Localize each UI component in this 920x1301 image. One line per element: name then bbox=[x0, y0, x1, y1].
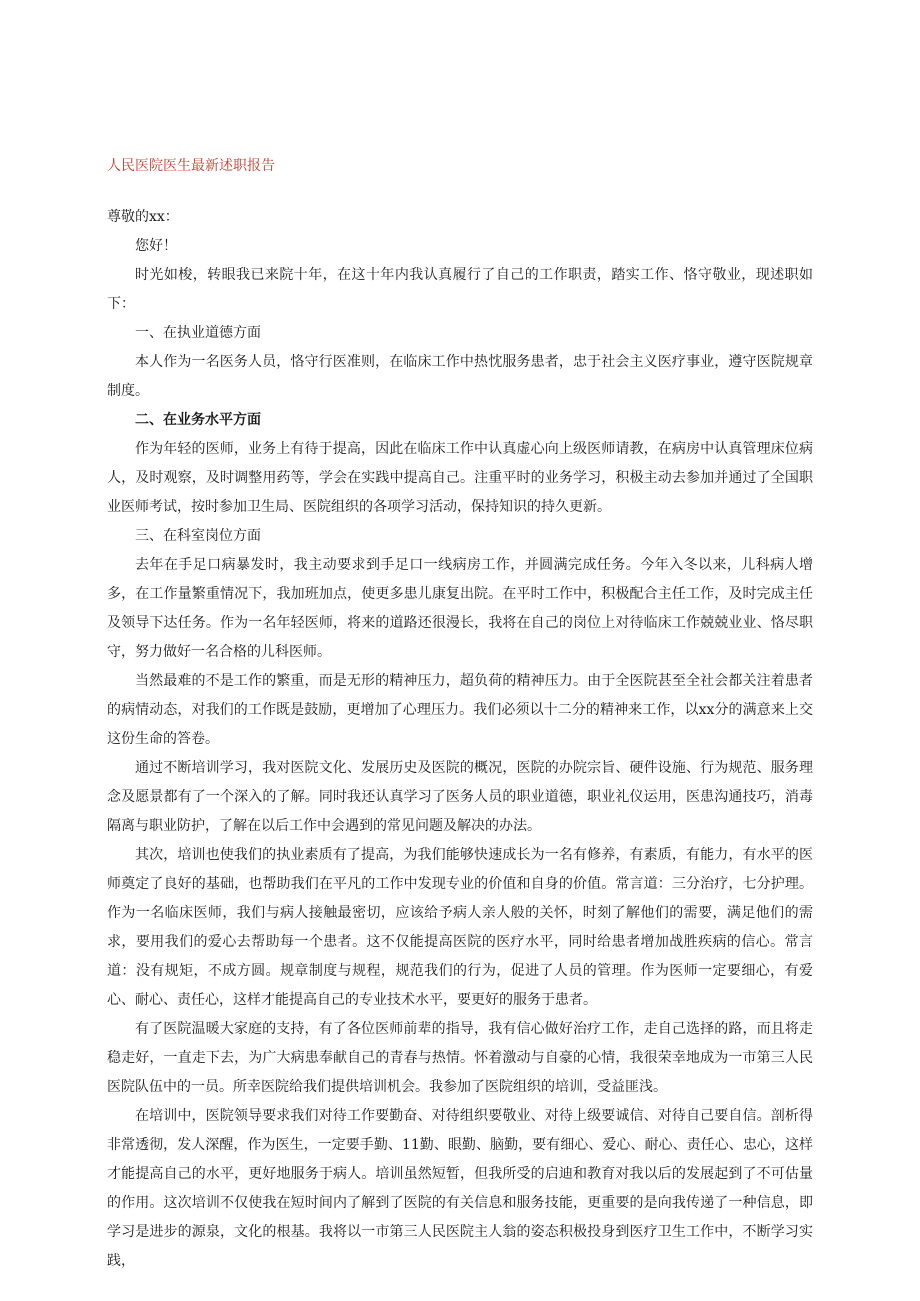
section3-paragraph-4: 其次，培训也使我们的执业素质有了提高，为我们能够快速成长为一名有修养，有素质，有能力，有水平的医师奠定了良好的基础，也帮助我们在平凡的工作中发现专业的价值和自身的价值。常言道：三分治疗，七分护理。作为一名临床医师，我们与病人接触最密切，应该给予病人亲人般的关怀，时刻了解他们的需要，满足他们的需求，要用我们的爱心去帮助每一个患者。这不仅能提高医院的医疗水平，同时给患者增加战胜疾病的信心。常言道：没有规矩，不成方圆。规章制度与规程，规范我们的行为，促进了人员的管理。作为医师一定要细心，有爱心、耐心、责任心，这样才能提高自己的专业技术水平，要更好的服务于患者。 bbox=[107, 847, 813, 1008]
section1-heading: 一、在执业道德方面 bbox=[135, 325, 261, 341]
document-body bbox=[107, 203, 813, 1276]
intro-paragraph: 时光如梭，转眼我已来院十年，在这十年内我认真履行了自己的工作职责，踏实工作、恪守敬业，现述职如下： bbox=[107, 267, 813, 312]
document-title: 人民医院医生最新述职报告 bbox=[107, 158, 275, 174]
salutation: 尊敬的xx： bbox=[107, 209, 179, 225]
section3-paragraph-6: 在培训中，医院领导要求我们对待工作要勤奋、对待组织要敬业、对待上级要诚信、对待自己要自信。剖析得非常透彻，发人深醒，作为医生，一定要手勤、11勤、眼勤、脑勤，要有细心、爱心、耐心、责任心、忠心，这样才能提高自己的水平，更好地服务于病人。培训虽然短暂，但我所受的启迪和教育对我以后的发展起到了不可估量的作用。这次培训不仅使我在短时间内了解到了医院的有关信息和服务技能，更重要的是向我传递了一种信息，即学习是进步的源泉，文化的根基。我将以一市第三人民医院主人翁的姿态积极投身到医疗卫生工作中，不断学习实践， bbox=[107, 1108, 813, 1269]
section3-paragraph-1: 去年在手足口病暴发时，我主动要求到手足口一线病房工作，并圆满完成任务。今年入冬以来，儿科病人增多，在工作量繁重情况下，我加班加点，使更多患儿康复出院。在平时工作中，积极配合主任工作，及时完成主任及领导下达任务。作为一名年轻医师，将来的道路还很漫长，我将在自己的岗位上对待临床工作兢兢业业、恪尽职守，努力做好一名合格的儿科医师。 bbox=[107, 557, 813, 660]
section3-heading: 三、在科室岗位方面 bbox=[135, 528, 261, 544]
section3-paragraph-5: 有了医院温暖大家庭的支持，有了各位医师前辈的指导，我有信心做好治疗工作，走自己选择的路，而且将走稳走好，一直走下去，为广大病患奉献自己的青春与热情。怀着激动与自豪的心情，我很荣幸地成为一市第三人民医院队伍中的一员。所幸医院给我们提供培训机会。我参加了医院组织的培训，受益匪浅。 bbox=[107, 1021, 813, 1095]
section1-paragraph-1: 本人作为一名医务人员，恪守行医准则，在临床工作中热忱服务患者，忠于社会主义医疗事业，遵守医院规章制度。 bbox=[107, 354, 813, 399]
greeting: 您好！ bbox=[135, 238, 177, 254]
section3-paragraph-2: 当然最难的不是工作的繁重，而是无形的精神压力，超负荷的精神压力。由于全医院甚至全社会都关注着患者的病情动态，对我们的工作既是鼓励，更增加了心理压力。我们必须以十二分的精神来工作，以xx分的满意来上交这份生命的答卷。 bbox=[107, 673, 813, 747]
section2-heading: 二、在业务水平方面 bbox=[135, 412, 261, 428]
section3-paragraph-3: 通过不断培训学习，我对医院文化、发展历史及医院的概况，医院的办院宗旨、硬件设施、行为规范、服务理念及愿景都有了一个深入的了解。同时我还认真学习了医务人员的职业道德，职业礼仪运用，医患沟通技巧，消毒隔离与职业防护，了解在以后工作中会遇到的常见问题及解决的办法。 bbox=[107, 760, 813, 834]
section2-paragraph-1: 作为年轻的医师，业务上有待于提高，因此在临床工作中认真虚心向上级医师请教，在病房中认真管理床位病人，及时观察，及时调整用药等，学会在实践中提高自己。注重平时的业务学习，积极主动去参加并通过了全国职业医师考试，按时参加卫生局、医院组织的各项学习活动，保持知识的持久更新。 bbox=[107, 441, 813, 515]
